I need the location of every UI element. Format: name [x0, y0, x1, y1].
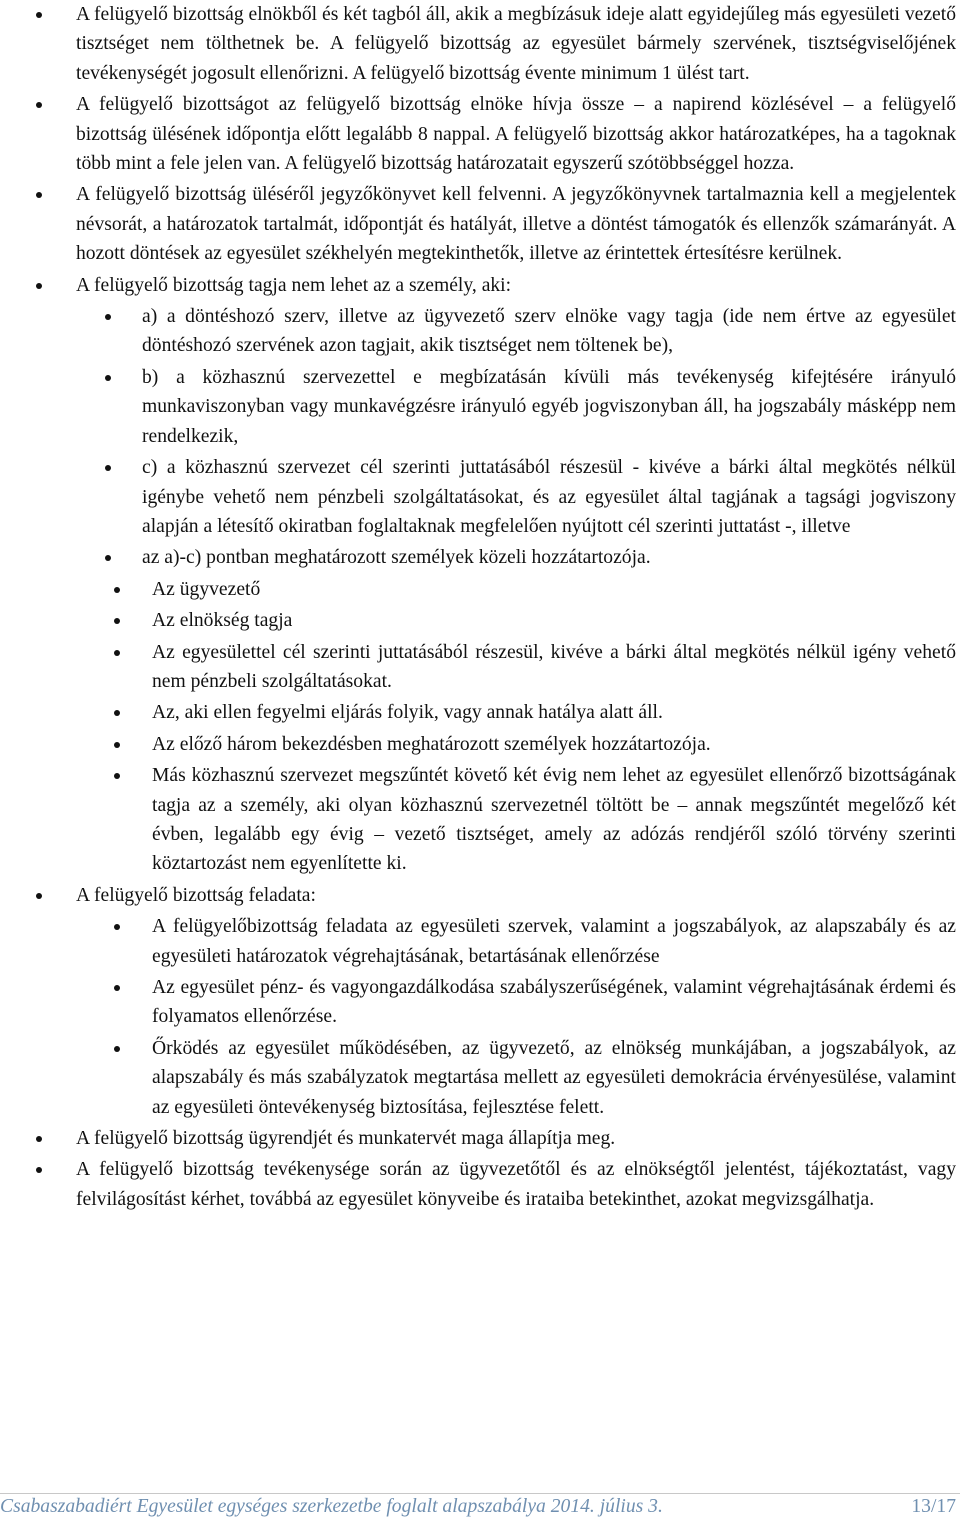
bullet-icon	[114, 650, 120, 656]
bullet-icon	[105, 465, 111, 471]
footer-document-title: Csabaszabadiért Egyesület egységes szerkezetbe foglalt alapszabálya 2014. július 3.	[0, 1496, 663, 1517]
list-item	[34, 1124, 956, 1153]
bullet-icon	[114, 742, 120, 748]
paragraph-text: A felügyelő bizottság tevékenysége során az ügyvezetőtől és az elnökségtől jelentést, tájékoztatást, vagy felvilágosítást kérhet, továbbá az egyesület könyveibe és irataiba betekinthet, azokat megvizsgálhatja.	[76, 1159, 956, 1210]
list-item	[34, 730, 956, 759]
bullet-icon	[36, 192, 42, 198]
paragraph-text: Az előző három bekezdésben meghatározott személyek hozzátartozója.	[152, 733, 711, 755]
paragraph-text: Az elnökség tagja	[152, 610, 293, 632]
paragraph-text: Az egyesülettel cél szerinti juttatásából részesül, kivéve a bárki által megkötés nélkül igény vehető nem pénzbeli szolgáltatásokat.	[152, 641, 956, 692]
list-item	[34, 543, 956, 572]
page-number: 13/17	[911, 1496, 956, 1517]
paragraph-text: b) a közhasznú szervezettel e megbízatásán kívüli más tevékenység kifejtésére irányuló munkaviszonyban vagy munkavégzésre irányuló egyéb jogviszonyban áll, ha jogszabály másképp nem rendelkezik,	[142, 366, 956, 447]
list-item	[34, 912, 956, 971]
paragraph-text: A felügyelőbizottság feladata az egyesületi szervek, valamint a jogszabályok, az alapszabály és az egyesületi határozatok végrehajtásának, betartásának ellenőrzése	[152, 916, 956, 967]
list-item	[34, 881, 956, 910]
bullet-icon	[36, 893, 42, 899]
paragraph-text: A felügyelő bizottságot az felügyelő bizottság elnöke hívja össze – a napirend közlésével – a felügyelő bizottság ülésének időpontja előtt legalább 8 nappal. A felügyelő bizottság akkor határozatképes, ha a tagoknak több mint a fele jelen van. A felügyelő bizottság határozatait egyszerű szótöbbséggel hozza.	[76, 94, 956, 175]
paragraph-text: A felügyelő bizottság tagja nem lehet az a személy, aki:	[76, 274, 512, 296]
bullet-icon	[114, 618, 120, 624]
paragraph-text: A felügyelő bizottság feladata:	[76, 884, 316, 906]
paragraph-text: Az egyesület pénz- és vagyongazdálkodása szabályszerűségének, valamint végrehajtásának érdemi és folyamatos ellenőrzése.	[152, 977, 956, 1028]
paragraph-text: a) a döntéshozó szerv, illetve az ügyvezető szerv elnöke vagy tagja (ide nem értve az egyesület döntéshozó szervének azon tagjait, akik tisztséget nem töltenek be),	[142, 306, 956, 357]
list-item	[34, 1155, 956, 1214]
paragraph-text: A felügyelő bizottság elnökből és két tagból áll, akik a megbízásuk ideje alatt egyidejűleg más egyesületi vezető tisztséget nem tölthetnek be. A felügyelő bizottság az egyesület bármely szervének, tisztségviselőjének tevékenységét jogosult ellenőrizni. A felügyelő bizottság évente minimum 1 ülést tart.	[76, 4, 956, 84]
paragraph-text: c) a közhasznú szervezet cél szerinti juttatásából részesül - kivéve a bárki által megkötés nélkül igénybe vehető nem pénzbeli szolgáltatásokat, és az egyesület által tagjának a tagsági jogviszony alapján a létesítő okiratban foglaltaknak megfelelően nyújtott cél szerinti juttatást -, illetve	[142, 457, 956, 537]
list-item	[34, 698, 956, 727]
list-item	[34, 973, 956, 1032]
bullet-icon	[36, 1136, 42, 1142]
bullet-icon	[105, 555, 111, 561]
bullet-list	[34, 0, 956, 1214]
page-footer	[0, 1493, 960, 1523]
footer-divider	[0, 1493, 960, 1494]
bullet-icon	[114, 924, 120, 930]
paragraph-text: Az, aki ellen fegyelmi eljárás folyik, vagy annak hatálya alatt áll.	[152, 702, 663, 724]
bullet-icon	[114, 710, 120, 716]
list-item	[34, 638, 956, 697]
list-item	[34, 761, 956, 879]
bullet-icon	[36, 1167, 42, 1173]
bullet-icon	[114, 985, 120, 991]
paragraph-text: A felügyelő bizottság ügyrendjét és munkatervét maga állapítja meg.	[76, 1128, 616, 1150]
paragraph-text: az a)-c) pontban meghatározott személyek közeli hozzátartozója.	[142, 547, 651, 569]
paragraph-text: Az ügyvezető	[152, 578, 261, 600]
paragraph-text: A felügyelő bizottság üléséről jegyzőkönyvet kell felvenni. A jegyzőkönyvnek tartalmaznia kell a megjelentek névsorát, a határozatok tartalmát, időpontját és hatályát, illetve a döntést támogatók és ellenzők számarányát. A hozott döntések az egyesület székhelyén megtekinthetők, illetve az érintettek értesítésre kerülnek.	[76, 184, 956, 265]
paragraph-text: Más közhasznú szervezet megszűntét követő két évig nem lehet az egyesület ellenőrző bizottságának tagja az a személy, aki olyan közhasznú szervezetnél töltött be – annak megszűntét megelőző két évben, legalább egy évig – vezető tisztséget, amely az adózás rendjéről szóló törvény szerinti köztartozást nem egyenlítette ki.	[152, 765, 956, 875]
bullet-icon	[36, 283, 42, 289]
bullet-icon	[105, 375, 111, 381]
list-item	[34, 180, 956, 268]
list-item	[34, 606, 956, 635]
list-item	[34, 0, 956, 88]
bullet-icon	[114, 773, 120, 779]
bullet-icon	[105, 314, 111, 320]
list-item	[34, 90, 956, 178]
list-item	[34, 575, 956, 604]
list-item	[34, 363, 956, 451]
list-item	[34, 453, 956, 541]
bullet-icon	[114, 587, 120, 593]
bullet-icon	[36, 12, 42, 18]
list-item	[34, 302, 956, 361]
list-item	[34, 271, 956, 300]
bullet-icon	[114, 1046, 120, 1052]
list-item	[34, 1034, 956, 1122]
bullet-icon	[36, 102, 42, 108]
document-body	[34, 0, 956, 1214]
paragraph-text: Őrködés az egyesület működésében, az ügyvezető, az elnökség munkájában, a jogszabályok, az alapszabály és más szabályzatok megtartása mellett az egyesületi demokrácia érvényesülése, valamint az egyesületi öntevékenység biztosítása, fejlesztése felett.	[152, 1037, 956, 1118]
